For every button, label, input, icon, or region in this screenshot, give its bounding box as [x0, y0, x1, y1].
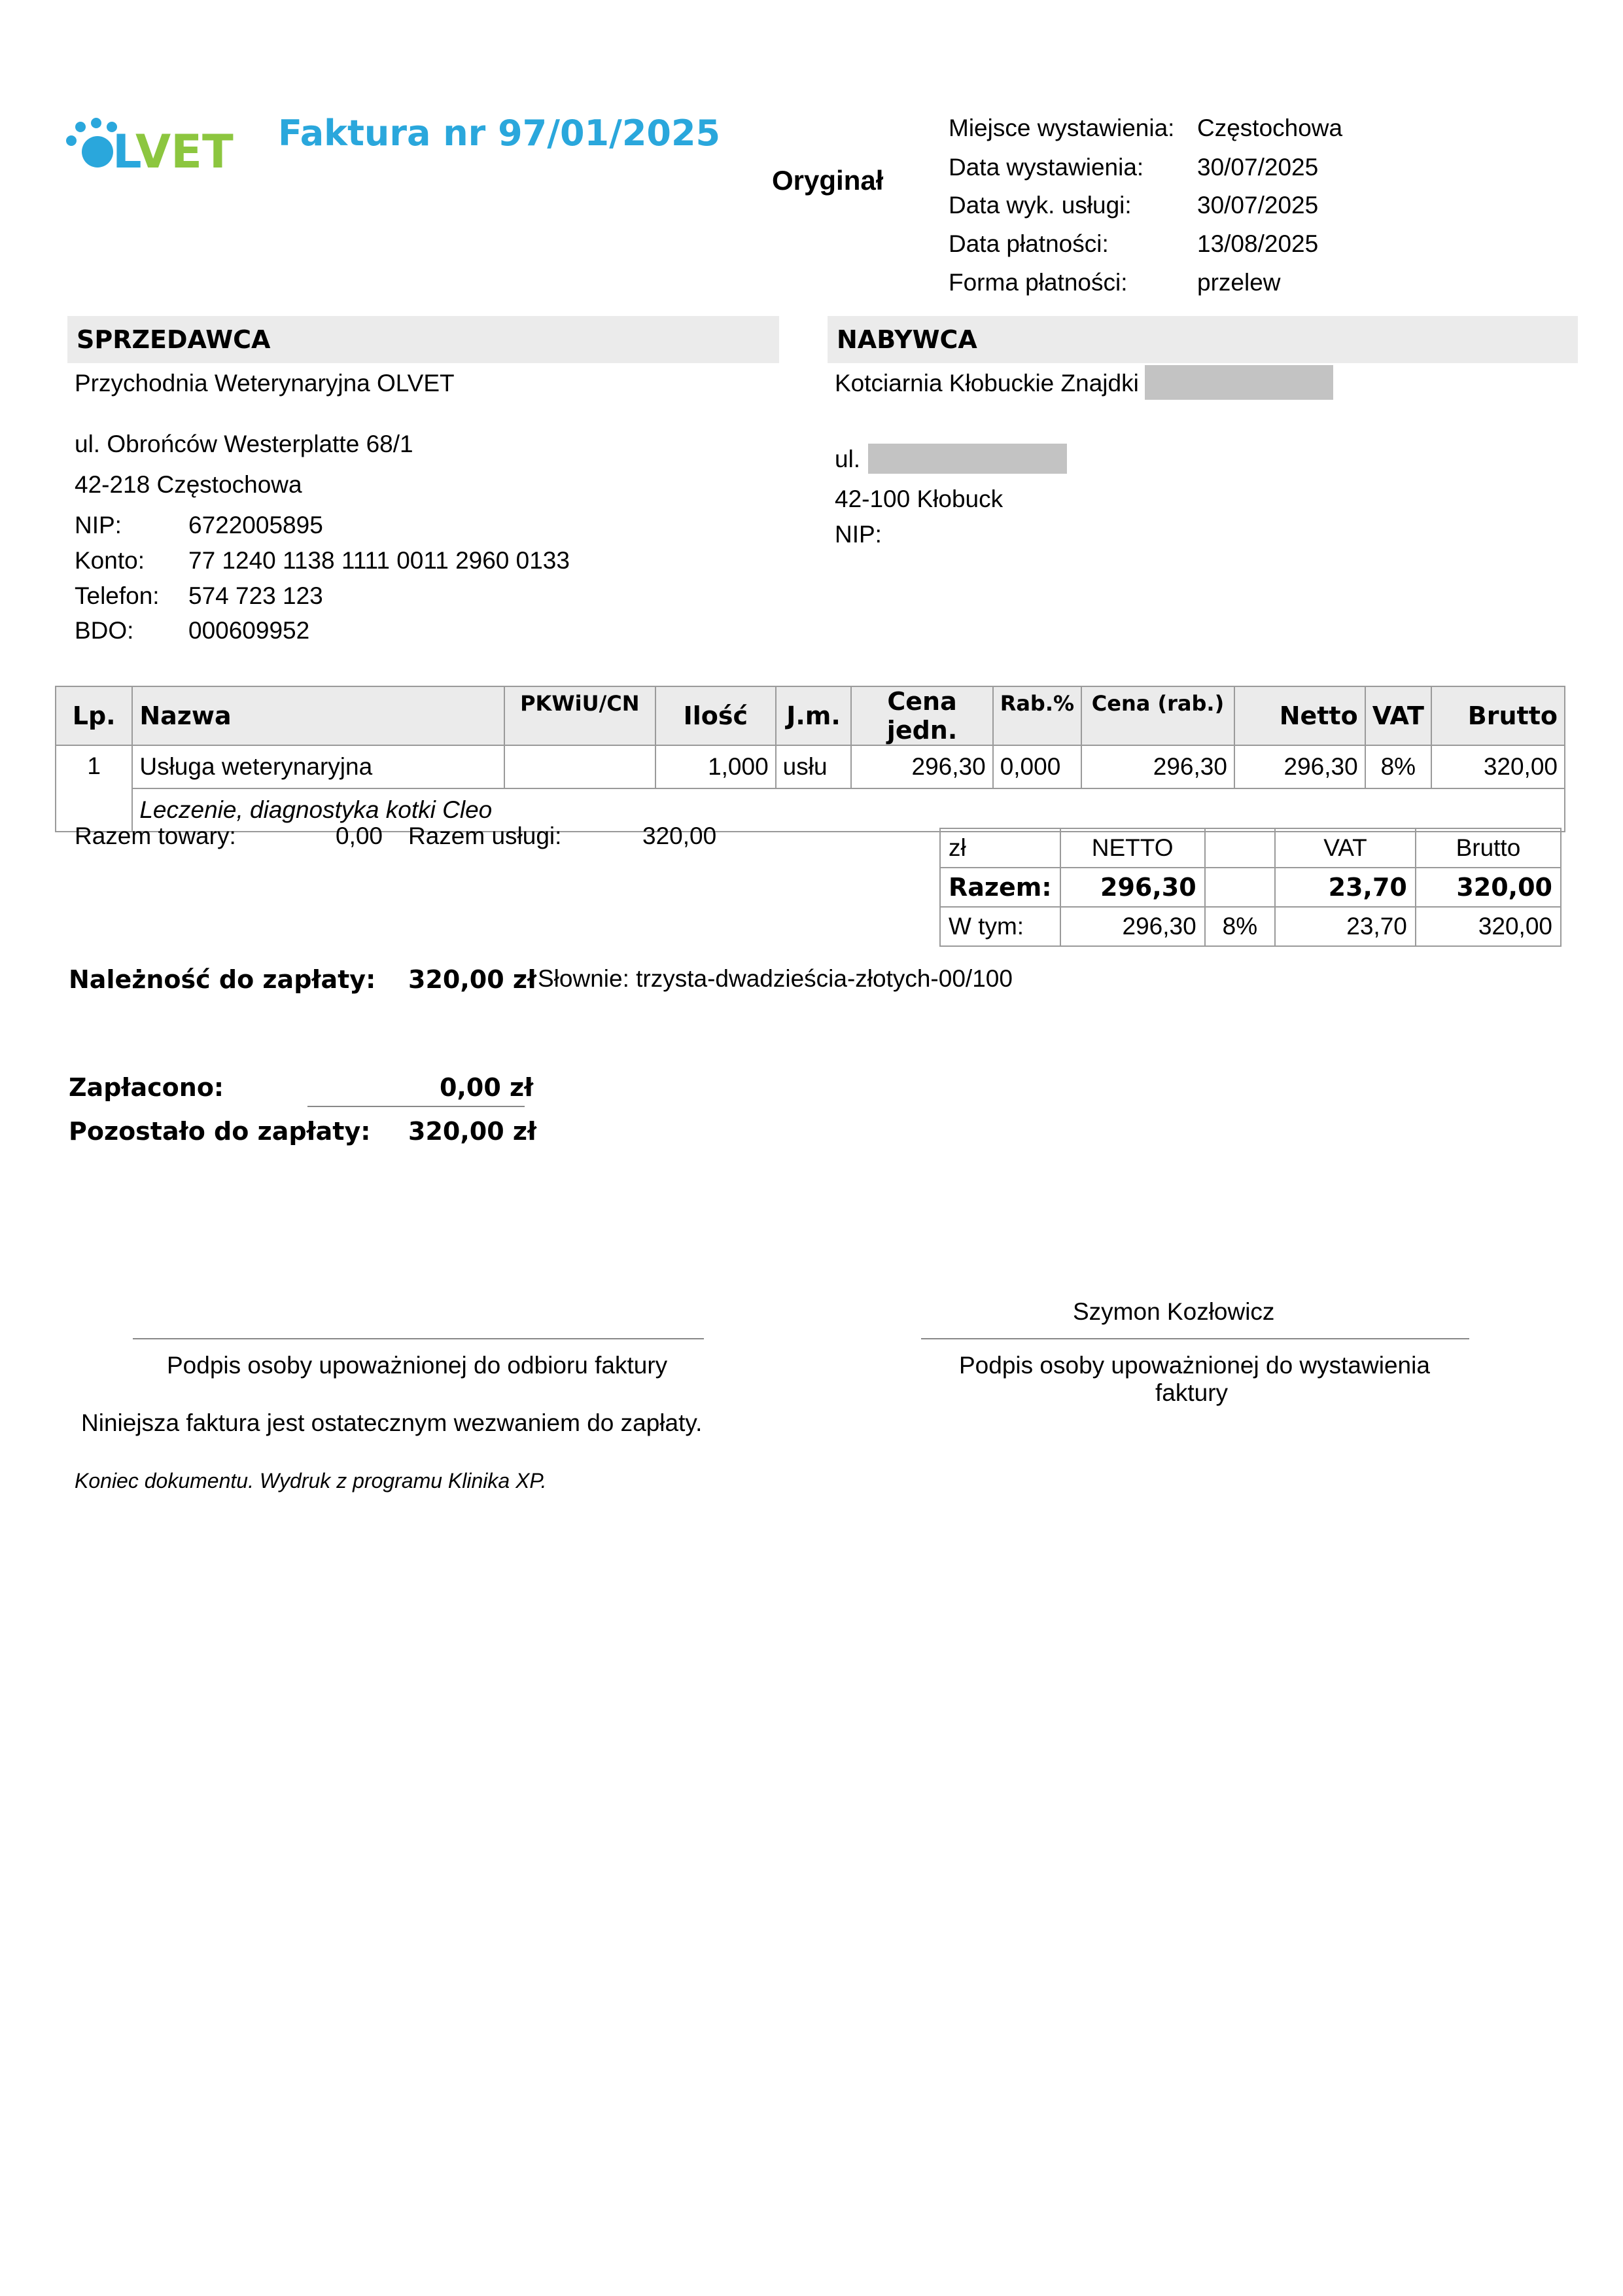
- remaining-value: 320,00 zł: [408, 1117, 537, 1146]
- seller-bdo-label: BDO:: [75, 617, 134, 644]
- row-unit: usłu: [776, 745, 852, 788]
- row-price: 296,30: [851, 745, 992, 788]
- redacted-buyer-street: [868, 444, 1067, 474]
- issuer-name: Szymon Kozłowicz: [1073, 1298, 1275, 1325]
- col-vat: VAT: [1365, 686, 1431, 745]
- summary-breakdown-rate: 8%: [1205, 907, 1275, 946]
- issue-date-value: 30/07/2025: [1197, 154, 1319, 181]
- col-name: Nazwa: [132, 686, 504, 745]
- summary-rate-header: [1205, 828, 1275, 868]
- services-total-value: 320,00: [642, 822, 717, 849]
- issuer-signature-caption: Podpis osoby upoważnionej do wystawienia: [959, 1352, 1430, 1379]
- redacted-buyer-name: [1145, 365, 1333, 400]
- service-date-label: Data wyk. usługi:: [949, 192, 1132, 219]
- summary-total-vat: 23,70: [1275, 868, 1416, 907]
- issue-place-label: Miejsce wystawienia:: [949, 115, 1175, 141]
- row-price-discounted: 296,30: [1081, 745, 1234, 788]
- goods-total-label: Razem towary:: [75, 822, 236, 849]
- summary-total-rate: [1205, 868, 1275, 907]
- row-net: 296,30: [1234, 745, 1365, 788]
- summary-breakdown-row: [940, 907, 1561, 946]
- col-discount: Rab.%: [993, 686, 1081, 745]
- col-price: Cena jedn.: [851, 686, 992, 745]
- buyer-nip-label: NIP:: [835, 521, 882, 548]
- summary-breakdown-net: 296,30: [1060, 907, 1205, 946]
- summary-total-net: 296,30: [1060, 868, 1205, 907]
- items-table: [55, 686, 1565, 832]
- table-row: [56, 745, 1565, 788]
- seller-phone-label: Telefon:: [75, 582, 160, 609]
- table-row-description: [56, 788, 1565, 832]
- issuer-signature-caption-2: faktury: [1155, 1379, 1229, 1406]
- payment-date-label: Data płatności:: [949, 230, 1109, 257]
- issue-date-label: Data wystawienia:: [949, 154, 1144, 181]
- payment-form-label: Forma płatności:: [949, 269, 1128, 296]
- buyer-city: 42-100 Kłobuck: [835, 486, 1003, 512]
- summary-breakdown-vat: 23,70: [1275, 907, 1416, 946]
- amount-due-label: Należność do zapłaty:: [69, 965, 376, 994]
- summary-total-label: Razem:: [940, 868, 1060, 907]
- col-price-discounted: Cena (rab.): [1081, 686, 1234, 745]
- buyer-street: ul.: [835, 446, 861, 472]
- summary-gross-header: Brutto: [1416, 828, 1561, 868]
- remaining-label: Pozostało do zapłaty:: [69, 1117, 371, 1146]
- summary-currency: zł: [940, 828, 1060, 868]
- issuer-signature-line: [921, 1338, 1469, 1339]
- buyer-heading-bar: [828, 316, 1578, 363]
- row-pkwiu: [504, 745, 655, 788]
- summary-total-row: [940, 868, 1561, 907]
- row-qty: 1,000: [655, 745, 776, 788]
- row-discount: 0,000: [993, 745, 1081, 788]
- items-header-row: [56, 686, 1565, 745]
- seller-phone-value: 574 723 123: [188, 582, 323, 609]
- seller-city: 42-218 Częstochowa: [75, 471, 302, 498]
- buyer-heading: NABYWCA: [837, 325, 977, 354]
- col-net: Netto: [1234, 686, 1365, 745]
- col-qty: Ilość: [655, 686, 776, 745]
- payment-date-value: 13/08/2025: [1197, 230, 1319, 257]
- row-name: Usługa weterynaryjna: [132, 745, 504, 788]
- receiver-signature-caption: Podpis osoby upoważnionej do odbioru faktury: [167, 1352, 668, 1379]
- invoice-title: Faktura nr 97/01/2025: [278, 113, 721, 154]
- original-label: Oryginał: [772, 165, 884, 196]
- goods-total-value: 0,00: [336, 822, 383, 849]
- amount-due-value: 320,00 zł: [408, 965, 537, 994]
- olvet-logo: [63, 111, 239, 177]
- summary-breakdown-gross: 320,00: [1416, 907, 1561, 946]
- seller-account-value: 77 1240 1138 1111 0011 2960 0133: [188, 547, 570, 574]
- logo-text: LVET: [113, 125, 234, 177]
- paid-label: Zapłacono:: [69, 1073, 224, 1102]
- seller-nip-label: NIP:: [75, 512, 122, 539]
- col-unit: J.m.: [776, 686, 852, 745]
- seller-nip-value: 6722005895: [188, 512, 323, 539]
- services-total-label: Razem usługi:: [408, 822, 562, 849]
- col-pkwiu: PKWiU/CN: [504, 686, 655, 745]
- seller-name: Przychodnia Weterynaryjna OLVET: [75, 370, 455, 397]
- summary-total-gross: 320,00: [1416, 868, 1561, 907]
- seller-heading-bar: [67, 316, 779, 363]
- vat-summary-table: [939, 828, 1562, 947]
- row-lp: 1: [56, 745, 132, 832]
- service-date-value: 30/07/2025: [1197, 192, 1319, 219]
- payment-form-value: przelew: [1197, 269, 1281, 296]
- paid-value: 0,00 zł: [440, 1073, 534, 1102]
- paid-divider: [307, 1106, 525, 1107]
- paw-icon: [66, 118, 117, 168]
- receiver-signature-line: [133, 1338, 704, 1339]
- final-notice: Niniejsza faktura jest ostatecznym wezwaniem do zapłaty.: [81, 1409, 703, 1436]
- row-description: Leczenie, diagnostyka kotki Cleo: [132, 788, 1565, 832]
- buyer-name: Kotciarnia Kłobuckie Znajdki: [835, 370, 1139, 397]
- summary-breakdown-label: W tym:: [940, 907, 1060, 946]
- row-vat: 8%: [1365, 745, 1431, 788]
- end-note: Koniec dokumentu. Wydruk z programu Klinika XP.: [75, 1469, 547, 1492]
- seller-street: ul. Obrońców Westerplatte 68/1: [75, 431, 413, 457]
- issue-place-value: Częstochowa: [1197, 115, 1343, 141]
- amount-in-words: Słownie: trzysta-dwadzieścia-złotych-00/100: [538, 965, 1013, 992]
- summary-net-header: NETTO: [1060, 828, 1205, 868]
- col-gross: Brutto: [1431, 686, 1565, 745]
- col-lp: Lp.: [56, 686, 132, 745]
- seller-bdo-value: 000609952: [188, 617, 310, 644]
- row-gross: 320,00: [1431, 745, 1565, 788]
- seller-account-label: Konto:: [75, 547, 145, 574]
- summary-header-row: [940, 828, 1561, 868]
- seller-heading: SPRZEDAWCA: [77, 325, 271, 354]
- summary-vat-header: VAT: [1275, 828, 1416, 868]
